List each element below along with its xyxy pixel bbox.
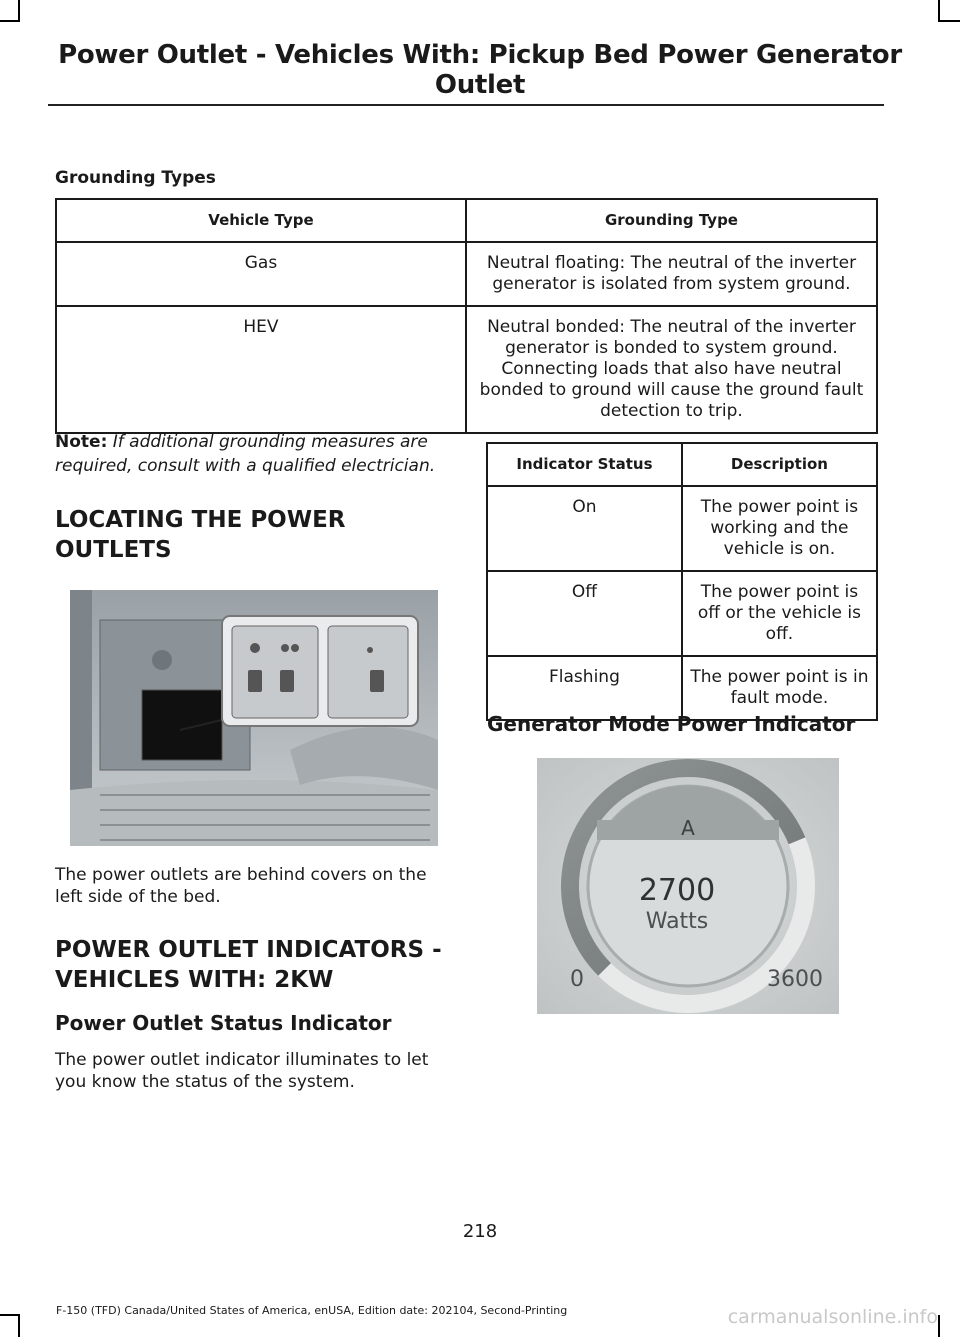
gauge-max: 3600 <box>767 967 823 992</box>
grounding-type-cell: Neutral floating: The neutral of the inverter generator is isolated from system ground. <box>466 242 877 306</box>
crop-mark <box>0 1314 20 1316</box>
description-cell: The power point is working and the vehicle is on. <box>682 486 877 571</box>
pickup-bed-outlets-figure <box>70 590 438 846</box>
status-cell: On <box>487 486 682 571</box>
indicators-heading: POWER OUTLET INDICATORS - VEHICLES WITH: 2KW <box>55 937 442 993</box>
status-cell: Off <box>487 571 682 656</box>
vehicle-type-cell: HEV <box>56 306 466 433</box>
note <box>55 430 450 478</box>
table-row <box>487 571 877 656</box>
locating-body: The power outlets are behind covers on the left side of the bed. <box>55 865 427 907</box>
table-header-row <box>487 443 877 486</box>
status-indicator-heading: Power Outlet Status Indicator <box>55 1011 392 1035</box>
table-row <box>56 306 877 433</box>
crop-mark <box>940 20 960 22</box>
description-cell: The power point is in fault mode. <box>682 656 877 720</box>
status-table <box>486 442 878 721</box>
crop-mark <box>938 0 940 22</box>
edition-line: F-150 (TFD) Canada/United States of America, enUSA, Edition date: 202104, Second-Printing <box>56 1304 568 1317</box>
column-header-grounding-type: Grounding Type <box>466 199 877 242</box>
table-row <box>56 242 877 306</box>
grounding-type-cell: Neutral bonded: The neutral of the inverter generator is bonded to system ground. Connecting loads that also have neutral bonded to ground will cause the ground fault detection to trip. <box>466 306 877 433</box>
grounding-table <box>55 198 878 434</box>
note-label: Note: <box>55 432 108 452</box>
column-header-vehicle-type: Vehicle Type <box>56 199 466 242</box>
column-header-description: Description <box>682 443 877 486</box>
page-title: Power Outlet - Vehicles With: Pickup Bed Power Generator Outlet <box>58 40 902 100</box>
crop-mark <box>938 1315 940 1337</box>
gauge-value: 2700 <box>638 873 716 908</box>
table-row <box>487 486 877 571</box>
note-text: If additional grounding measures are required, consult with a qualified electrician. <box>55 432 436 476</box>
crop-mark <box>18 1315 20 1337</box>
status-cell: Flashing <box>487 656 682 720</box>
vehicle-type-cell: Gas <box>56 242 466 306</box>
table-header-row <box>56 199 877 242</box>
status-indicator-body: The power outlet indicator illuminates to let you know the status of the system. <box>55 1050 429 1092</box>
grounding-types-heading: Grounding Types <box>55 168 216 188</box>
gauge-letter: A <box>681 816 695 840</box>
column-header-indicator-status: Indicator Status <box>487 443 682 486</box>
locating-heading: LOCATING THE POWER OUTLETS <box>55 507 346 563</box>
generator-power-gauge <box>537 758 839 1014</box>
generator-mode-heading: Generator Mode Power Indicator <box>487 712 856 736</box>
gauge-unit: Watts <box>645 909 709 934</box>
gauge-min: 0 <box>570 967 584 992</box>
page-number: 218 <box>462 1221 498 1242</box>
crop-mark <box>0 20 20 22</box>
description-cell: The power point is off or the vehicle is off. <box>682 571 877 656</box>
title-rule <box>48 104 884 106</box>
table-row <box>487 656 877 720</box>
crop-mark <box>18 0 20 22</box>
watermark: carmanualsonline.info <box>727 1306 938 1328</box>
